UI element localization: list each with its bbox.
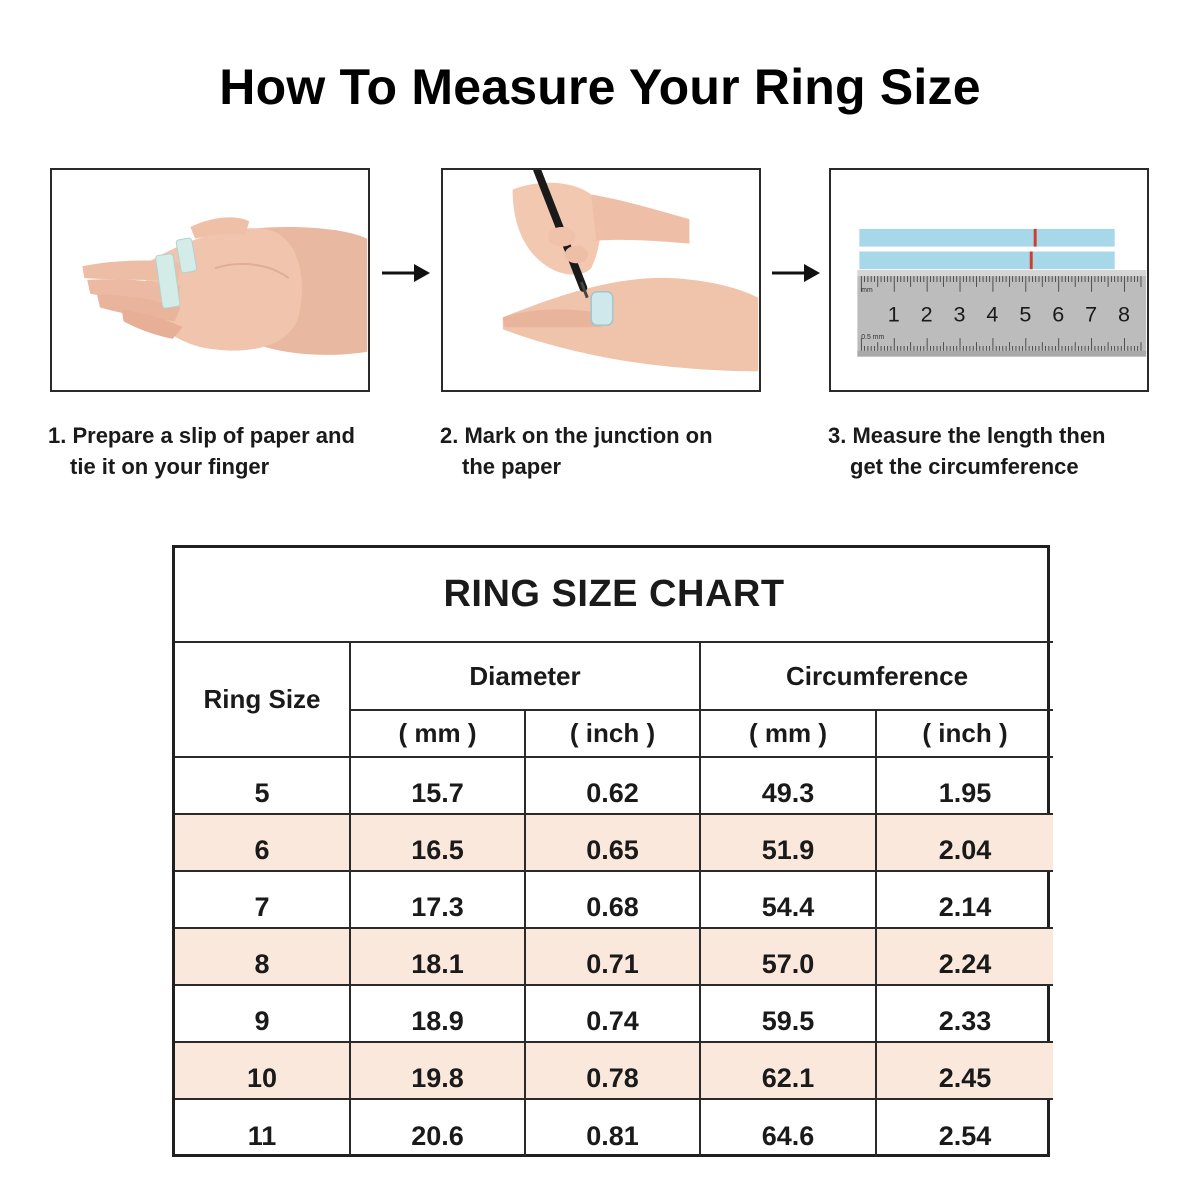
step-1-line-1: 1. Prepare a slip of paper and <box>48 423 355 448</box>
cell-diameter-mm: 20.6 <box>350 1099 525 1156</box>
ruler-number: 7 <box>1085 301 1098 327</box>
step-1-photo <box>50 168 370 392</box>
cell-circumference-mm: 57.0 <box>700 928 876 985</box>
cell-diameter-mm: 16.5 <box>350 814 525 871</box>
cell-circumference-mm: 51.9 <box>700 814 876 871</box>
ruler-number: 8 <box>1118 301 1131 327</box>
cell-ring-size: 9 <box>175 985 350 1042</box>
cell-diameter-inch: 0.71 <box>525 928 700 985</box>
cell-diameter-inch: 0.62 <box>525 757 700 814</box>
paper-strip <box>859 229 1114 247</box>
hand-with-paper-slip-illustration <box>52 170 368 390</box>
step-3-line-2: get the circumference <box>850 454 1079 479</box>
cell-circumference-inch: 2.45 <box>876 1042 1053 1099</box>
cell-circumference-inch: 2.04 <box>876 814 1053 871</box>
cell-ring-size: 11 <box>175 1099 350 1156</box>
cell-circumference-inch: 1.95 <box>876 757 1053 814</box>
cell-ring-size: 5 <box>175 757 350 814</box>
table-row <box>175 985 1053 1042</box>
cell-diameter-inch: 0.74 <box>525 985 700 1042</box>
header-diameter: Diameter <box>350 642 700 710</box>
cell-circumference-mm: 54.4 <box>700 871 876 928</box>
page-title: How To Measure Your Ring Size <box>219 59 981 115</box>
header-circumference: Circumference <box>700 642 1053 710</box>
cell-circumference-inch: 2.14 <box>876 871 1053 928</box>
cell-diameter-inch: 0.65 <box>525 814 700 871</box>
paper-strip <box>859 252 1114 270</box>
cell-ring-size: 10 <box>175 1042 350 1099</box>
subheader-circumference-mm: ( mm ) <box>700 710 876 757</box>
step-2-photo <box>441 168 761 392</box>
ruler-unit-bottom: 0.5 mm <box>861 333 885 341</box>
cell-circumference-mm: 62.1 <box>700 1042 876 1099</box>
cell-ring-size: 6 <box>175 814 350 871</box>
cell-ring-size: 7 <box>175 871 350 928</box>
table-row <box>175 757 1053 814</box>
ruler-unit-top: mm <box>861 286 873 294</box>
table-row <box>175 814 1053 871</box>
cell-diameter-mm: 18.9 <box>350 985 525 1042</box>
cell-diameter-inch: 0.81 <box>525 1099 700 1156</box>
step-1-caption <box>48 420 408 482</box>
step-3-caption <box>828 420 1188 482</box>
cell-diameter-mm: 19.8 <box>350 1042 525 1099</box>
subheader-diameter-inch: ( inch ) <box>525 710 700 757</box>
cell-diameter-mm: 15.7 <box>350 757 525 814</box>
right-arrow-icon <box>380 262 432 284</box>
step-3-line-1: 3. Measure the length then <box>828 423 1106 448</box>
step-3-photo <box>829 168 1149 392</box>
cell-circumference-mm: 64.6 <box>700 1099 876 1156</box>
chart-caption: RING SIZE CHART <box>175 548 1053 642</box>
ruler-body <box>857 270 1146 356</box>
cell-diameter-inch: 0.78 <box>525 1042 700 1099</box>
step-2-line-1: 2. Mark on the junction on <box>440 423 713 448</box>
header-ring-size: Ring Size <box>175 642 350 757</box>
subheader-diameter-mm: ( mm ) <box>350 710 525 757</box>
ring-size-table <box>175 548 1053 1156</box>
table-row <box>175 1099 1053 1156</box>
right-arrow-icon <box>770 262 822 284</box>
ruler-number: 5 <box>1019 301 1032 327</box>
cell-diameter-inch: 0.68 <box>525 871 700 928</box>
table-row <box>175 1042 1053 1099</box>
cell-circumference-inch: 2.54 <box>876 1099 1053 1156</box>
cell-diameter-mm: 17.3 <box>350 871 525 928</box>
step-2-caption <box>440 420 800 482</box>
ruler-number: 6 <box>1052 301 1065 327</box>
cell-diameter-mm: 18.1 <box>350 928 525 985</box>
ruler-number: 1 <box>887 301 900 327</box>
ring-size-chart <box>172 545 1050 1157</box>
cell-circumference-inch: 2.33 <box>876 985 1053 1042</box>
cell-circumference-mm: 49.3 <box>700 757 876 814</box>
ruler-measurement-illustration <box>831 170 1147 390</box>
cell-circumference-mm: 59.5 <box>700 985 876 1042</box>
table-row <box>175 928 1053 985</box>
cell-ring-size: 8 <box>175 928 350 985</box>
ruler-number: 2 <box>920 301 933 327</box>
cell-circumference-inch: 2.24 <box>876 928 1053 985</box>
ruler-number: 3 <box>953 301 966 327</box>
subheader-circumference-inch: ( inch ) <box>876 710 1053 757</box>
step-1-line-2: tie it on your finger <box>70 454 270 479</box>
marking-with-pen-illustration <box>443 170 759 390</box>
step-2-line-2: the paper <box>462 454 562 479</box>
ruler-number: 4 <box>986 301 999 327</box>
table-row <box>175 871 1053 928</box>
